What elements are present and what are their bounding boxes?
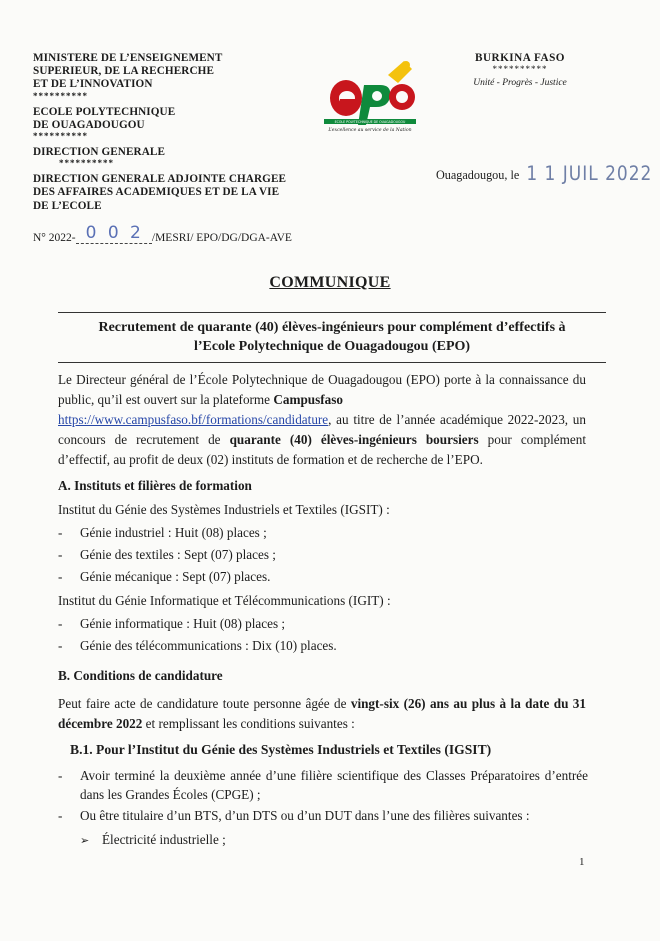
b1-heading: B.1. Pour l’Institut du Génie des Systèmes Industriels et Textiles (IGSIT) <box>70 742 492 757</box>
arrow-bullet-icon: ➢ <box>80 834 90 847</box>
separator-stars: ********** <box>59 158 114 169</box>
list-item: - Ou être titulaire d’un BTS, d’un DTS ou d’un DUT dans l’une des filières suivantes : <box>58 808 530 823</box>
epo-logo <box>318 55 422 135</box>
section-b-heading: B. Conditions de candidature <box>58 668 223 683</box>
reference-handwritten-number: 0 0 2 <box>76 223 152 244</box>
subject-line: Recrutement de quarante (40) élèves-ingénieurs pour complément d’effectifs à <box>98 320 566 335</box>
intro-text: , au titre de l’année académique 2022-2023, un concours de recrutement de <box>58 412 586 447</box>
page-number: 1 <box>579 856 585 868</box>
date-line <box>436 164 652 184</box>
conditions-paragraph: Peut faire acte de candidature toute personne âgée de vingt-six (26) ans au plus à la date du 31 décembre 2022 et remplissant les conditions suivantes : <box>58 696 586 731</box>
ministry-header <box>33 52 333 213</box>
school-line: ECOLE POLYTECHNIQUE <box>33 105 176 118</box>
list-item: - Avoir terminé la deuxième année d’une filière scientifique des Classes Préparatoires d’entrée dans les Grandes Écoles (CPGE) ; <box>58 768 588 802</box>
subject-line: l’Ecole Polytechnique de Ouagadougou (EPO) <box>193 339 471 354</box>
candidature-link[interactable]: https://www.campusfaso.bf/formations/candidature <box>58 412 329 427</box>
direction-adjointe-line: DIRECTION GENERALE ADJOINTE CHARGEE <box>33 173 287 186</box>
epo-logo-icon <box>318 55 422 135</box>
subject-box <box>58 312 606 363</box>
country-name: BURKINA FASO <box>474 52 566 64</box>
igit-label: Institut du Génie Informatique et Télécommunications (IGIT) : <box>58 593 391 608</box>
school-line: DE OUAGADOUGOU <box>33 118 145 131</box>
recruitment-count: quarante (40) élèves-ingénieurs boursiers <box>229 432 479 447</box>
intro-paragraph <box>58 370 586 470</box>
logo-slogan: L’excellence au service de la Nation <box>328 128 412 133</box>
country-header <box>455 52 585 88</box>
ministry-line: SUPERIEUR, DE LA RECHERCHE <box>33 65 215 78</box>
intro-text: pour complément d’effectif, au profit de deux (02) instituts de formation et de recherche de l’EPO. <box>58 432 587 467</box>
list-item: - Génie des télécommunications : Dix (10) places. <box>58 638 337 653</box>
list-item: - Génie mécanique : Sept (07) places. <box>58 569 271 584</box>
sub-list-item: ➢ Électricité industrielle ; <box>80 832 226 847</box>
separator-stars: ********** <box>33 90 88 101</box>
national-motto: Unité - Progrès - Justice <box>473 78 567 88</box>
platform-name: Campusfaso <box>273 392 343 407</box>
list-item: - Génie des textiles : Sept (07) places ; <box>58 547 276 562</box>
separator-stars: ********** <box>492 64 548 74</box>
list-item: - Génie informatique : Huit (08) places ; <box>58 616 286 631</box>
ministry-line: MINISTERE DE L’ENSEIGNEMENT <box>33 52 223 64</box>
logo-institution: ECOLE POLYTECHNIQUE DE OUAGADOUGOU <box>334 120 406 124</box>
direction-line: DIRECTION GENERALE <box>33 146 166 159</box>
reference-prefix: N° 2022- <box>33 232 76 244</box>
age-condition: vingt-six (26) ans au plus à la date du 31 décembre 2022 <box>58 696 586 731</box>
document-title: COMMUNIQUE <box>269 274 391 291</box>
date-prefix: Ouagadougou, le <box>436 168 520 182</box>
reference-suffix: /MESRI/ EPO/DG/DGA-AVE <box>151 232 292 244</box>
direction-adjointe-line: DES AFFAIRES ACADEMIQUES ET DE LA VIE <box>33 186 280 199</box>
date-stamp: 1 1 JUIL 2022 <box>526 162 653 186</box>
section-a-heading: A. Instituts et filières de formation <box>58 478 252 493</box>
list-item: - Génie industriel : Huit (08) places ; <box>58 525 267 540</box>
separator-stars: ********** <box>33 131 88 142</box>
ministry-line: ET DE L’INNOVATION <box>33 78 153 91</box>
igsit-label: Institut du Génie des Systèmes Industriels et Textiles (IGSIT) : <box>58 502 390 517</box>
direction-adjointe-line: DE L’ECOLE <box>33 199 102 212</box>
intro-text: Le Directeur général de l’École Polytechnique de Ouagadougou (EPO) porte à la connaissance du public, qu’il est ouvert sur la plateforme <box>58 372 586 407</box>
reference-number <box>33 223 292 247</box>
